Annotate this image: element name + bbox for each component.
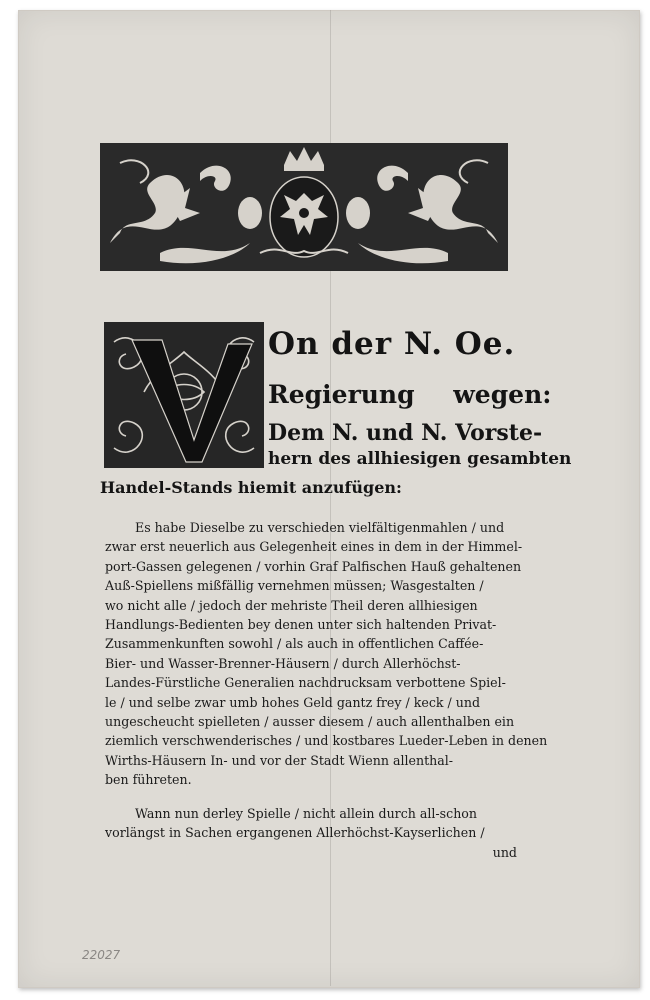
- body-line: vorlängst in Sachen ergangenen Allerhöchst-Kayserlichen /: [105, 825, 485, 841]
- body-line: zwar erst neuerlich aus Gelegenheit eines in dem in der Himmel-: [105, 539, 523, 555]
- body-line: Es habe Dieselbe zu verschieden vielfältigenmahlen / und: [135, 520, 505, 535]
- body-line: Landes-Fürstliche Generalien nachdrucksam verbottene Spiel-: [105, 675, 506, 691]
- heading-line-5: Handel-Stands hiemit anzufügen:: [100, 478, 402, 497]
- body-line: Auß-Spiellens mißfällig vernehmen müssen; Wasgestalten /: [105, 578, 484, 594]
- body-line: Zusammenkunften sowohl / als auch in offentlichen Caffée-: [105, 636, 484, 652]
- body-line: ziemlich verschwenderisches / und kostbares Lueder-Leben in denen: [105, 733, 548, 749]
- body-line: ungescheucht spielleten / ausser diesem / auch allenthalben ein: [105, 714, 515, 730]
- catchword: und: [492, 844, 517, 860]
- body-line: ben führeten.: [105, 772, 192, 788]
- decorated-initial-V: [104, 322, 264, 468]
- decree-body: [105, 518, 548, 862]
- heading-line-2: Regierung wegen:: [268, 380, 552, 409]
- body-line: Bier- und Wasser-Brenner-Häusern / durch Allerhöchst-: [105, 655, 461, 671]
- heading-line-1: On der N. Oe.: [268, 326, 516, 362]
- heading-line-4: hern des allhiesigen gesambten: [268, 449, 572, 469]
- ornamental-banner-woodcut: [100, 143, 508, 271]
- body-line: le / und selbe zwar umb hohes Geld gantz frey / keck / und: [105, 694, 481, 710]
- body-line: wo nicht alle / jedoch der mehriste Theil deren allhiesigen: [105, 597, 478, 613]
- body-line: port-Gassen gelegenen / vorhin Graf Palfischen Hauß gehaltenen: [105, 558, 522, 574]
- body-line: Wirths-Häusern In- und vor der Stadt Wienn allenthal-: [105, 752, 454, 768]
- heading-line-3: Dem N. und N. Vorste-: [268, 420, 543, 446]
- pencil-margin-note: 22027: [82, 948, 121, 962]
- body-line: Wann nun derley Spielle / nicht allein durch all-schon: [135, 805, 478, 821]
- body-line: Handlungs-Bedienten bey denen unter sich haltenden Privat-: [105, 617, 497, 633]
